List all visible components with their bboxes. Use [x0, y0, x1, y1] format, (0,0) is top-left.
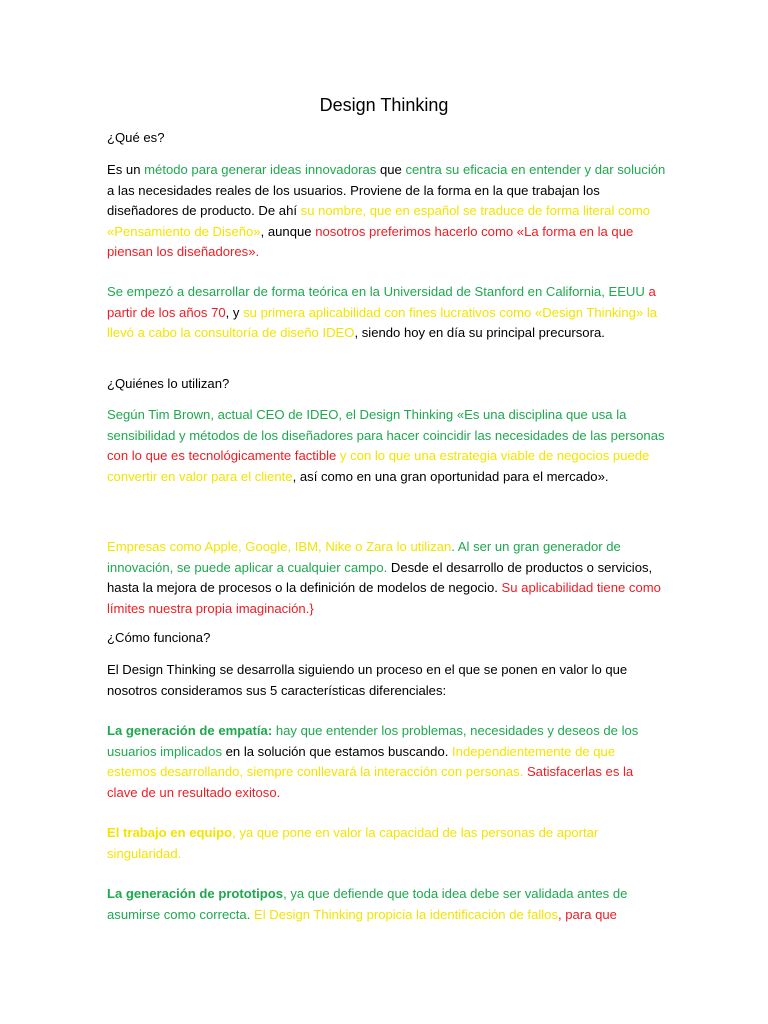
text-run: Según Tim Brown, actual CEO de IDEO, el Design Thinking «Es una disciplina que usa la sensibilidad y métodos de los diseñadores para hacer coincidir las necesidades de las personas [107, 407, 665, 443]
text-run: ¿Qué es? [107, 130, 165, 145]
paragraph-p5 [107, 660, 667, 701]
text-run: Empresas como Apple, Google, IBM, Nike o Zara lo utilizan [107, 539, 452, 554]
text-run: hay que entender los problemas, necesidades y deseos de los usuarios implicados [107, 723, 639, 759]
text-run: método para generar ideas innovadoras [144, 162, 377, 177]
text-run: , y [225, 304, 244, 320]
paragraph-p2 [107, 282, 667, 344]
text-run: , para que [558, 906, 617, 922]
text-run: Satisfacerlas es la clave de un resultado exitoso. [107, 764, 634, 800]
text-run: El Design Thinking se desarrolla siguiendo un proceso en el que se ponen en valor lo que nosotros consideramos sus 5 características diferenciales: [107, 662, 628, 698]
text-run: y con lo que una estrategia viable de negocios puede convertir en valor para el cliente [107, 448, 650, 484]
text-run: ¿Cómo funciona? [107, 630, 211, 645]
text-run: Su aplicabilidad tiene como límites nuestra propia imaginación.} [107, 580, 661, 616]
text-run: su primera aplicabilidad con fines lucrativos como «Design Thinking» la llevó a cabo la consultoría de diseño IDEO [107, 304, 658, 341]
text-run: , aunque [260, 223, 316, 239]
text-run: , ya que pone en valor la capacidad de las personas de aportar singularidad. [107, 825, 599, 861]
text-run: Independientemente de que estemos desarrollando, siempre conllevará la interacción con personas. [107, 743, 616, 780]
paragraph-p4 [107, 537, 667, 619]
section-question-q3 [107, 628, 667, 649]
text-run: Se empezó a desarrollar de forma teórica en la Universidad de Stanford en California, EEUU [107, 284, 645, 299]
text-run: , ya que defiende que toda idea debe ser validada antes de asumirse como correcta. [107, 886, 628, 922]
text-run: centra su eficacia en entender y dar solución [405, 162, 666, 177]
paragraph-p6 [107, 721, 667, 803]
text-run: . Al ser un gran generador de innovación, se puede aplicar a cualquier campo. [107, 539, 621, 575]
text-run: , así como en una gran oportunidad para el mercado». [292, 468, 609, 484]
text-run: nosotros preferimos hacerlo como «La forma en la que piensan los diseñadores». [107, 223, 634, 260]
text-run: La generación de empatía: [107, 723, 273, 738]
text-run: en la solución que estamos buscando. [222, 743, 453, 759]
document-title: Design Thinking [319, 95, 449, 115]
text-run: La generación de prototipos [107, 886, 284, 901]
text-run: , siendo hoy en día su principal precursora. [354, 325, 605, 341]
text-run: con lo que es tecnológicamente factible [107, 448, 337, 464]
text-run: a partir de los años 70 [107, 284, 656, 320]
paragraph-p1 [107, 160, 667, 263]
paragraph-p7 [107, 823, 667, 864]
text-run: Desde el desarrollo de productos o servicios, hasta la mejora de procesos o la definición de modelos de negocio. [107, 559, 653, 596]
text-run: ¿Quiénes lo utilizan? [107, 376, 230, 391]
paragraph-p3 [107, 405, 667, 487]
section-question-q1 [107, 128, 667, 149]
text-run: que [376, 162, 406, 177]
text-run: El trabajo en equipo [107, 825, 233, 840]
paragraph-p8 [107, 884, 667, 925]
text-run: Es un [107, 162, 145, 177]
text-run: su nombre, que en español se traduce de forma literal como «Pensamiento de Diseño» [107, 203, 651, 239]
section-question-q2 [107, 374, 667, 395]
text-run: El Design Thinking propicia la identificación de fallos [250, 906, 558, 922]
text-run: a las necesidades reales de los usuarios. Proviene de la forma en la que trabajan los diseñadores de producto. De ahí [107, 182, 600, 219]
